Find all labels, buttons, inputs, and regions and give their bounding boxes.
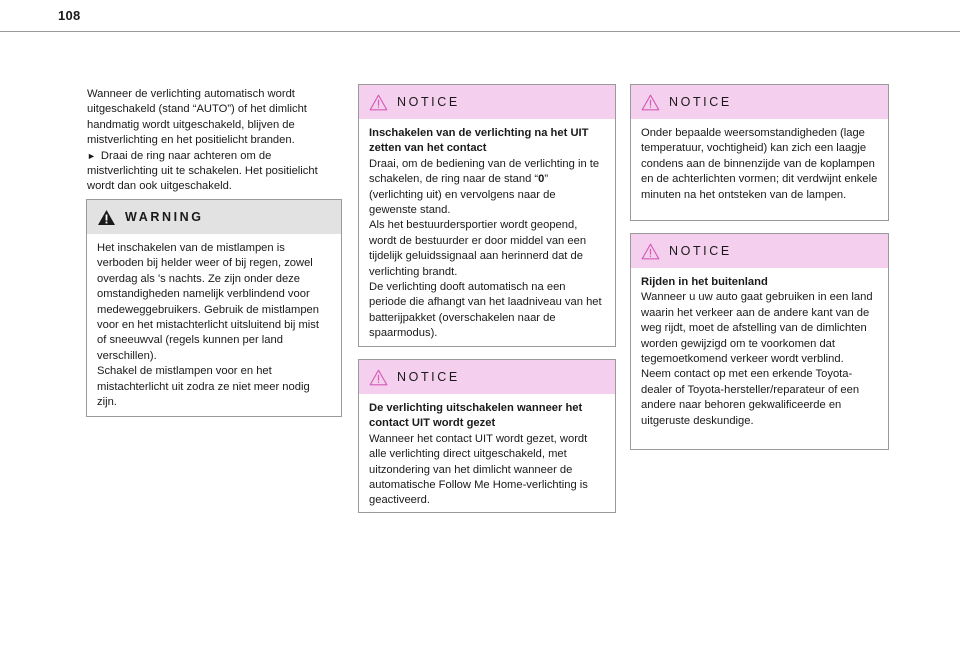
notice-header bbox=[631, 234, 888, 268]
notice-line-1 bbox=[369, 157, 605, 219]
notice-body bbox=[359, 119, 615, 351]
page-number: 108 bbox=[58, 8, 81, 23]
warning-para-1: Het inschakelen van de mistlampen is verboden bij helder weer of bij regen, zowel overdag als 's nachts. Ze zijn onder deze omstandigheden namelijk verblindend voor medeweggebruikers. Gebruik de mistlampen voor en het mistachterlicht uitsluitend bij mist of sneeuwval (regels kunnen per land verschillen). bbox=[97, 242, 319, 362]
notice-title: NOTICE bbox=[669, 244, 732, 258]
notice-icon bbox=[641, 243, 660, 260]
notice-header bbox=[631, 85, 888, 119]
notice-icon bbox=[641, 94, 660, 111]
notice-heading: De verlichting uitschakelen wanneer het contact UIT wordt gezet bbox=[369, 402, 583, 430]
notice-title: NOTICE bbox=[397, 95, 460, 109]
notice-box-contact-off bbox=[358, 359, 616, 513]
notice-line-3: De verlichting dooft automatisch na een periode die afhangt van het laadniveau van het batterijpakket (overschakelen naar de spaarmodus). bbox=[369, 281, 602, 340]
notice-body bbox=[631, 119, 888, 212]
notice-para-2: Neem contact op met een erkende Toyota-dealer of Toyota-hersteller/reparateur of een andere naar behoren gekwalificeerde en uitgeruste deskundige. bbox=[641, 368, 860, 427]
notice-header bbox=[359, 360, 615, 394]
warning-header bbox=[87, 200, 341, 234]
warning-box bbox=[86, 199, 342, 417]
intro-step-text: Draai de ring naar achteren om de mistverlichting uit te schakelen. Het positielicht wordt dan ook uitgeschakeld. bbox=[87, 149, 318, 193]
notice-box-driving-abroad bbox=[630, 233, 889, 450]
warning-body bbox=[87, 234, 341, 419]
notice-body bbox=[359, 394, 615, 518]
notice-box-lights-after-off bbox=[358, 84, 616, 347]
notice-line-1-pre: Draai, om de bediening van de verlichting in te schakelen, de ring naar de stand “ bbox=[369, 157, 600, 186]
notice-line-1-bold: 0 bbox=[538, 173, 545, 186]
warning-icon bbox=[97, 209, 116, 226]
notice-title: NOTICE bbox=[397, 370, 460, 384]
intro-step bbox=[87, 149, 339, 195]
notice-line-2: Als het bestuurdersportier wordt geopend, wordt de bestuurder er door middel van een tijdelijk geluidssignaal aan herinnerd dat de verlichting brandt. bbox=[369, 219, 587, 278]
notice-para-1: Wanneer u uw auto gaat gebruiken in een land waarin het verkeer aan de andere kant van de weg rijdt, moet de afstelling van de dimlichten worden gewijzigd om te voorkomen dat tegemoetkomend verkeer wordt verblind. bbox=[641, 291, 873, 366]
intro-text bbox=[87, 87, 339, 195]
notice-box-condensation bbox=[630, 84, 889, 221]
notice-heading: Inschakelen van de verlichting na het UIT zetten van het contact bbox=[369, 127, 589, 155]
notice-header bbox=[359, 85, 615, 119]
warning-title: WARNING bbox=[125, 210, 204, 224]
notice-icon bbox=[369, 94, 388, 111]
intro-paragraph: Wanneer de verlichting automatisch wordt uitgeschakeld (stand “AUTO”) of het dimlicht handmatig wordt uitgeschakeld, blijven de mistverlichting en het positielicht branden. bbox=[87, 88, 307, 147]
step-arrow-icon: ► bbox=[87, 150, 96, 161]
notice-title: NOTICE bbox=[669, 95, 732, 109]
notice-heading: Rijden in het buitenland bbox=[641, 276, 768, 288]
notice-body bbox=[631, 268, 888, 438]
notice-icon bbox=[369, 369, 388, 386]
header-divider bbox=[0, 31, 960, 32]
notice-text: Onder bepaalde weersomstandigheden (lage temperatuur, vochtigheid) kan zich een laagje condens aan de binnenzijde van de koplampen en de achterlichten vormen; dit verdwijnt enkele minuten na het ontsteken van de lampen. bbox=[641, 127, 878, 201]
notice-text: Wanneer het contact UIT wordt gezet, wordt alle verlichting direct uitgeschakeld, met uitzondering van het dimlicht wanneer de automatische Follow Me Home-verlichting is geactiveerd. bbox=[369, 432, 588, 507]
notice-line-1-post: ” (verlichting uit) en vervolgens naar de gewenste stand. bbox=[369, 173, 556, 217]
warning-para-2: Schakel de mistlampen voor en het mistachterlicht uit zodra ze niet meer nodig zijn. bbox=[97, 365, 310, 409]
